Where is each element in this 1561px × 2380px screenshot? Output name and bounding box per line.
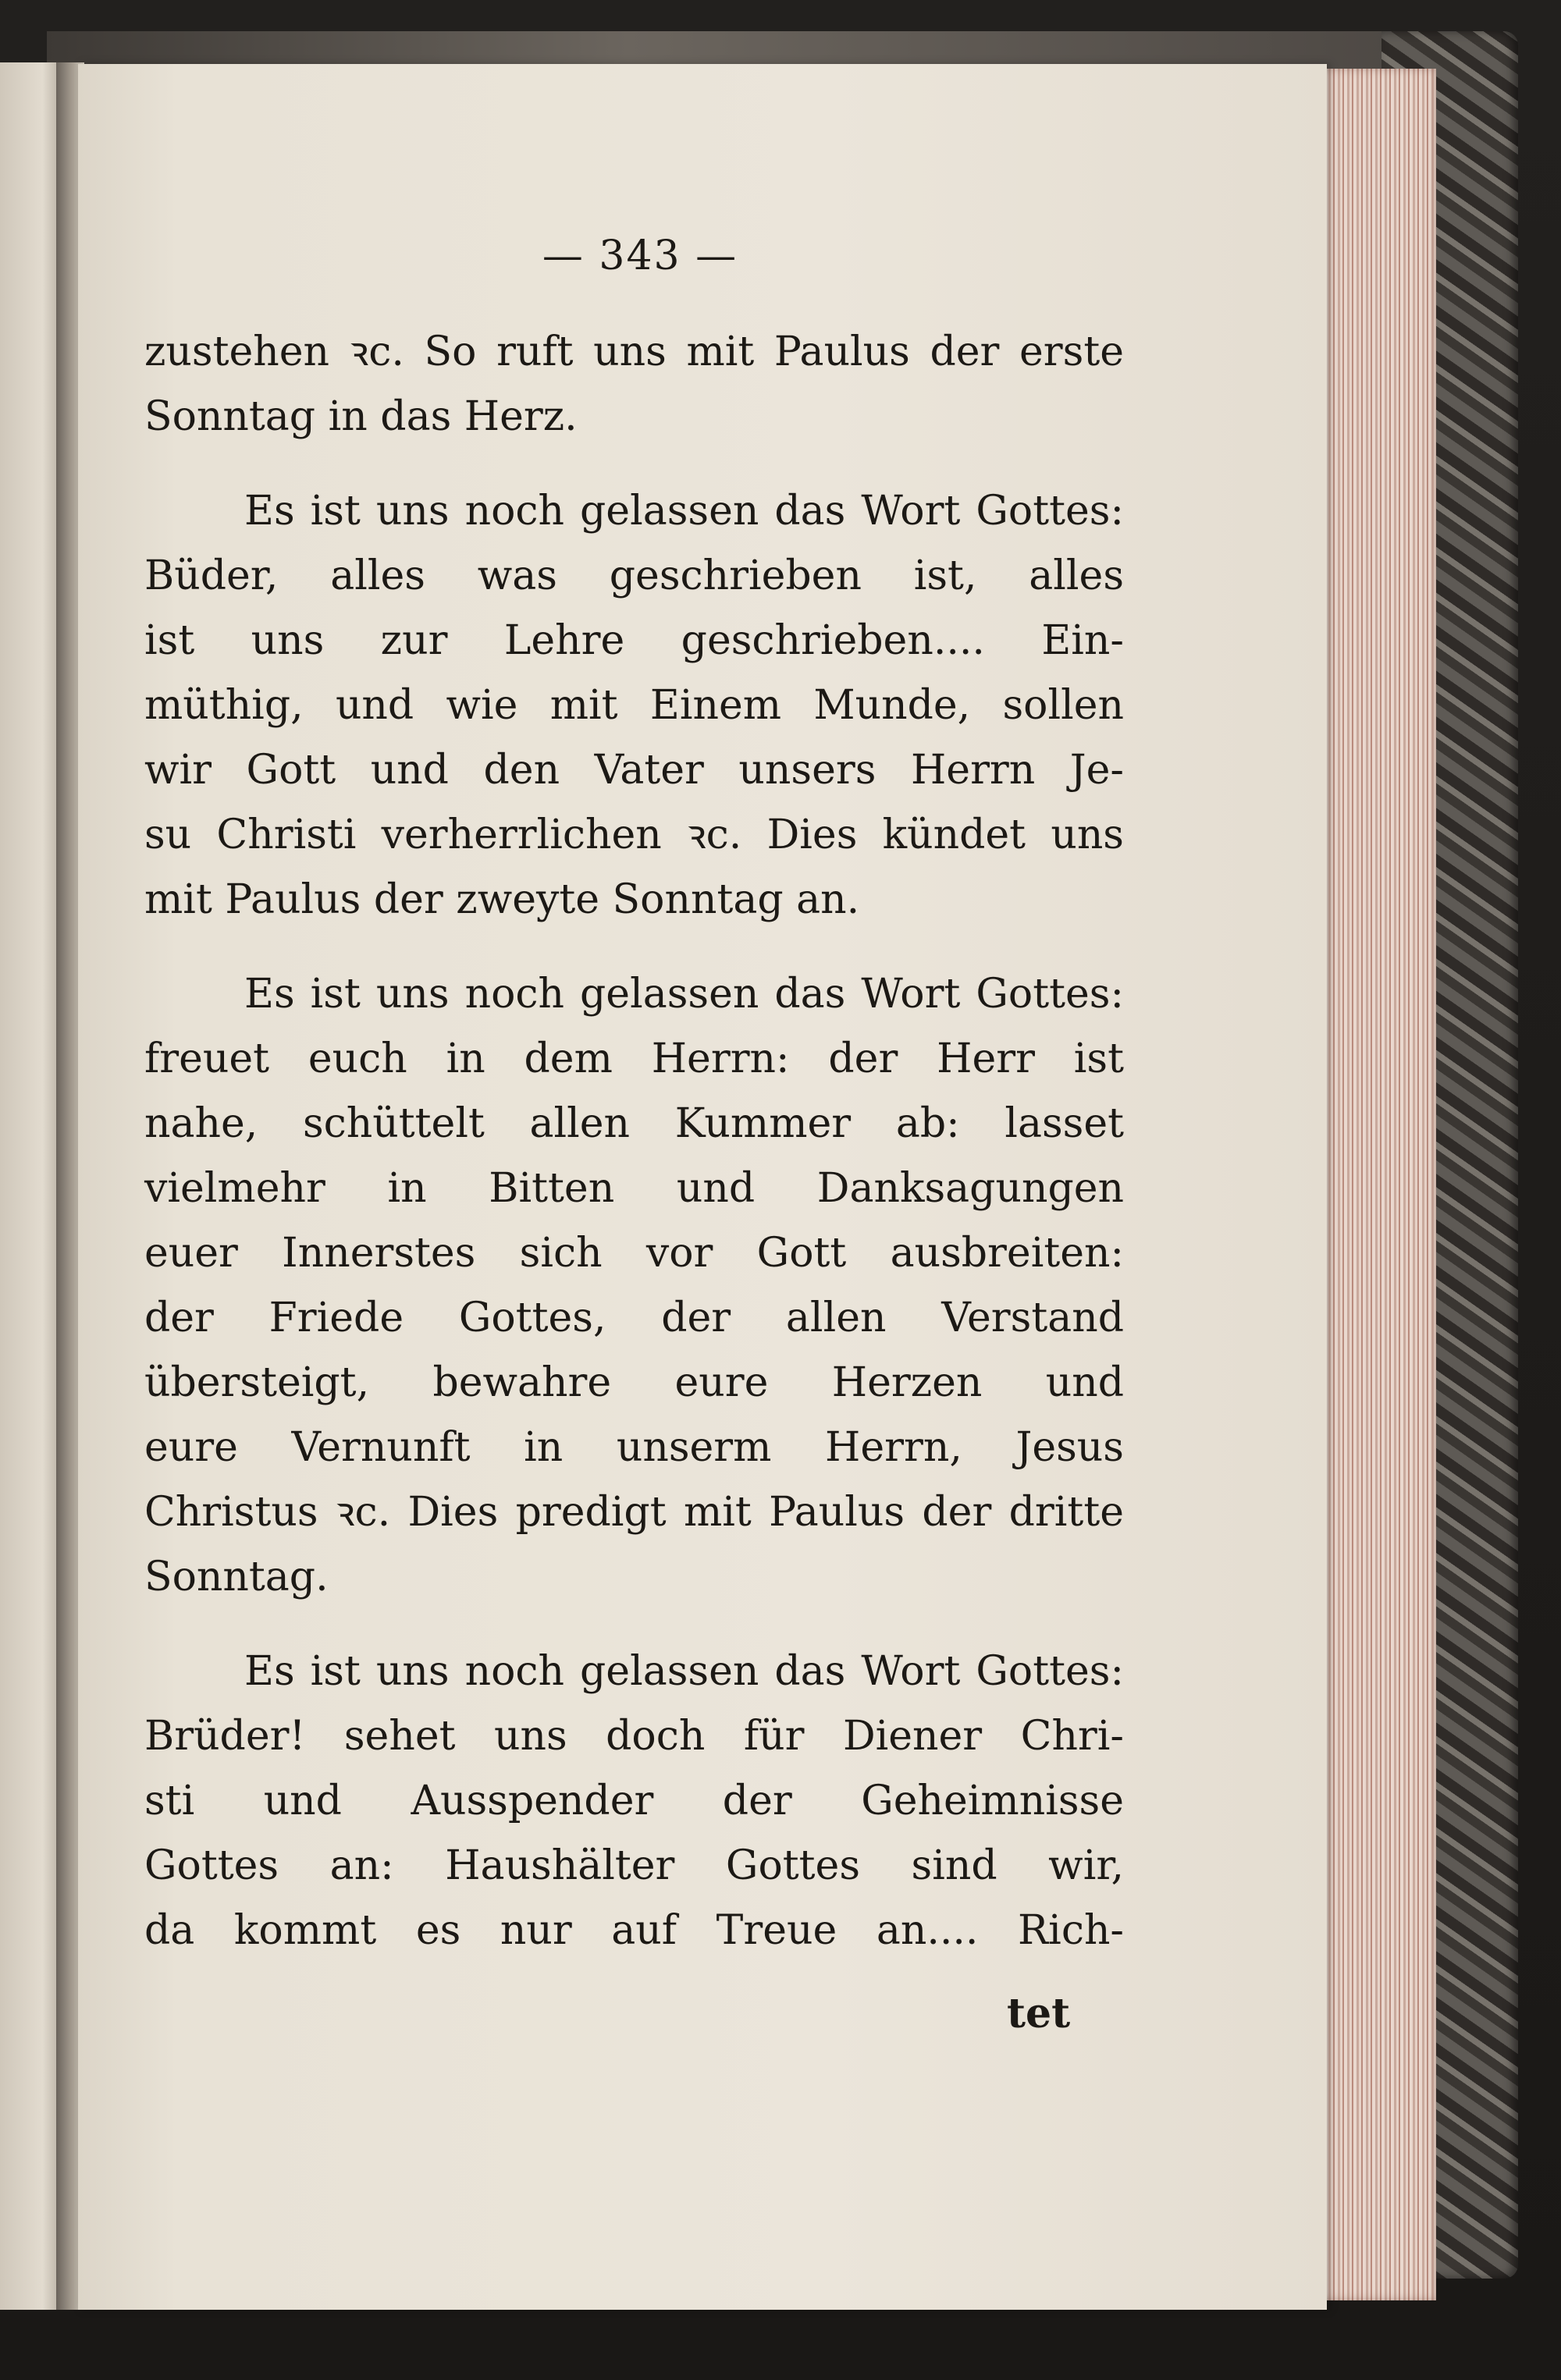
text-line: Brüder! sehet uns doch für Diener Chri- <box>144 1713 1124 1760</box>
text-line: der Friede Gottes, der allen Verstand <box>144 1295 1124 1341</box>
text-line: nahe, schüttelt allen Kummer ab: lasset <box>144 1100 1124 1147</box>
text-line: eure Vernunft in unserm Herrn, Jesus <box>144 1424 1124 1471</box>
text-line: da kommt es nur auf Treue an.... Rich- <box>144 1907 1124 1954</box>
text-line: Sonntag in das Herz. <box>144 393 578 440</box>
text-line: wir Gott und den Vater unsers Herrn Je- <box>144 747 1124 794</box>
text-line: su Christi verherrlichen ꝛc. Dies kündet uns <box>144 812 1124 858</box>
text-line: Sonntag. <box>144 1554 329 1600</box>
page-edges-red <box>1319 69 1436 2300</box>
text-line: Gottes an: Haushälter Gottes sind wir, <box>144 1842 1124 1889</box>
text-line: vielmehr in Bitten und Danksagungen <box>144 1165 1124 1212</box>
text-line: übersteigt, bewahre eure Herzen und <box>144 1359 1124 1406</box>
paragraph-1 <box>144 320 1124 449</box>
text-line: Es ist uns noch gelassen das Wort Gottes: <box>244 1648 1124 1695</box>
text-line: Christus ꝛc. Dies predigt mit Paulus der dritte <box>144 1489 1124 1536</box>
text-line: freuet euch in dem Herrn: der Herr ist <box>144 1035 1124 1082</box>
text-line: ist uns zur Lehre geschrieben.... Ein- <box>144 617 1124 664</box>
page-number: — 343 — <box>542 233 738 279</box>
catchword: tet <box>1007 1990 1071 2037</box>
left-page-edge <box>0 62 61 2310</box>
text-line: Es ist uns noch gelassen das Wort Gottes: <box>244 971 1124 1018</box>
paragraph-3 <box>144 962 1124 1610</box>
text-line: mit Paulus der zweyte Sonntag an. <box>144 876 860 923</box>
paragraph-4 <box>144 1639 1124 1963</box>
page-text <box>144 320 1124 1993</box>
paragraph-2 <box>144 479 1124 932</box>
text-line: müthig, und wie mit Einem Munde, sollen <box>144 682 1124 729</box>
text-line: Es ist uns noch gelassen das Wort Gottes: <box>244 488 1124 535</box>
text-line: sti und Ausspender der Geheimnisse <box>144 1778 1124 1824</box>
text-line: Büder, alles was geschrieben ist, alles <box>144 552 1124 599</box>
text-line: euer Innerstes sich vor Gott ausbreiten: <box>144 1230 1124 1277</box>
text-line: zustehen ꝛc. So ruft uns mit Paulus der erste <box>144 329 1124 375</box>
